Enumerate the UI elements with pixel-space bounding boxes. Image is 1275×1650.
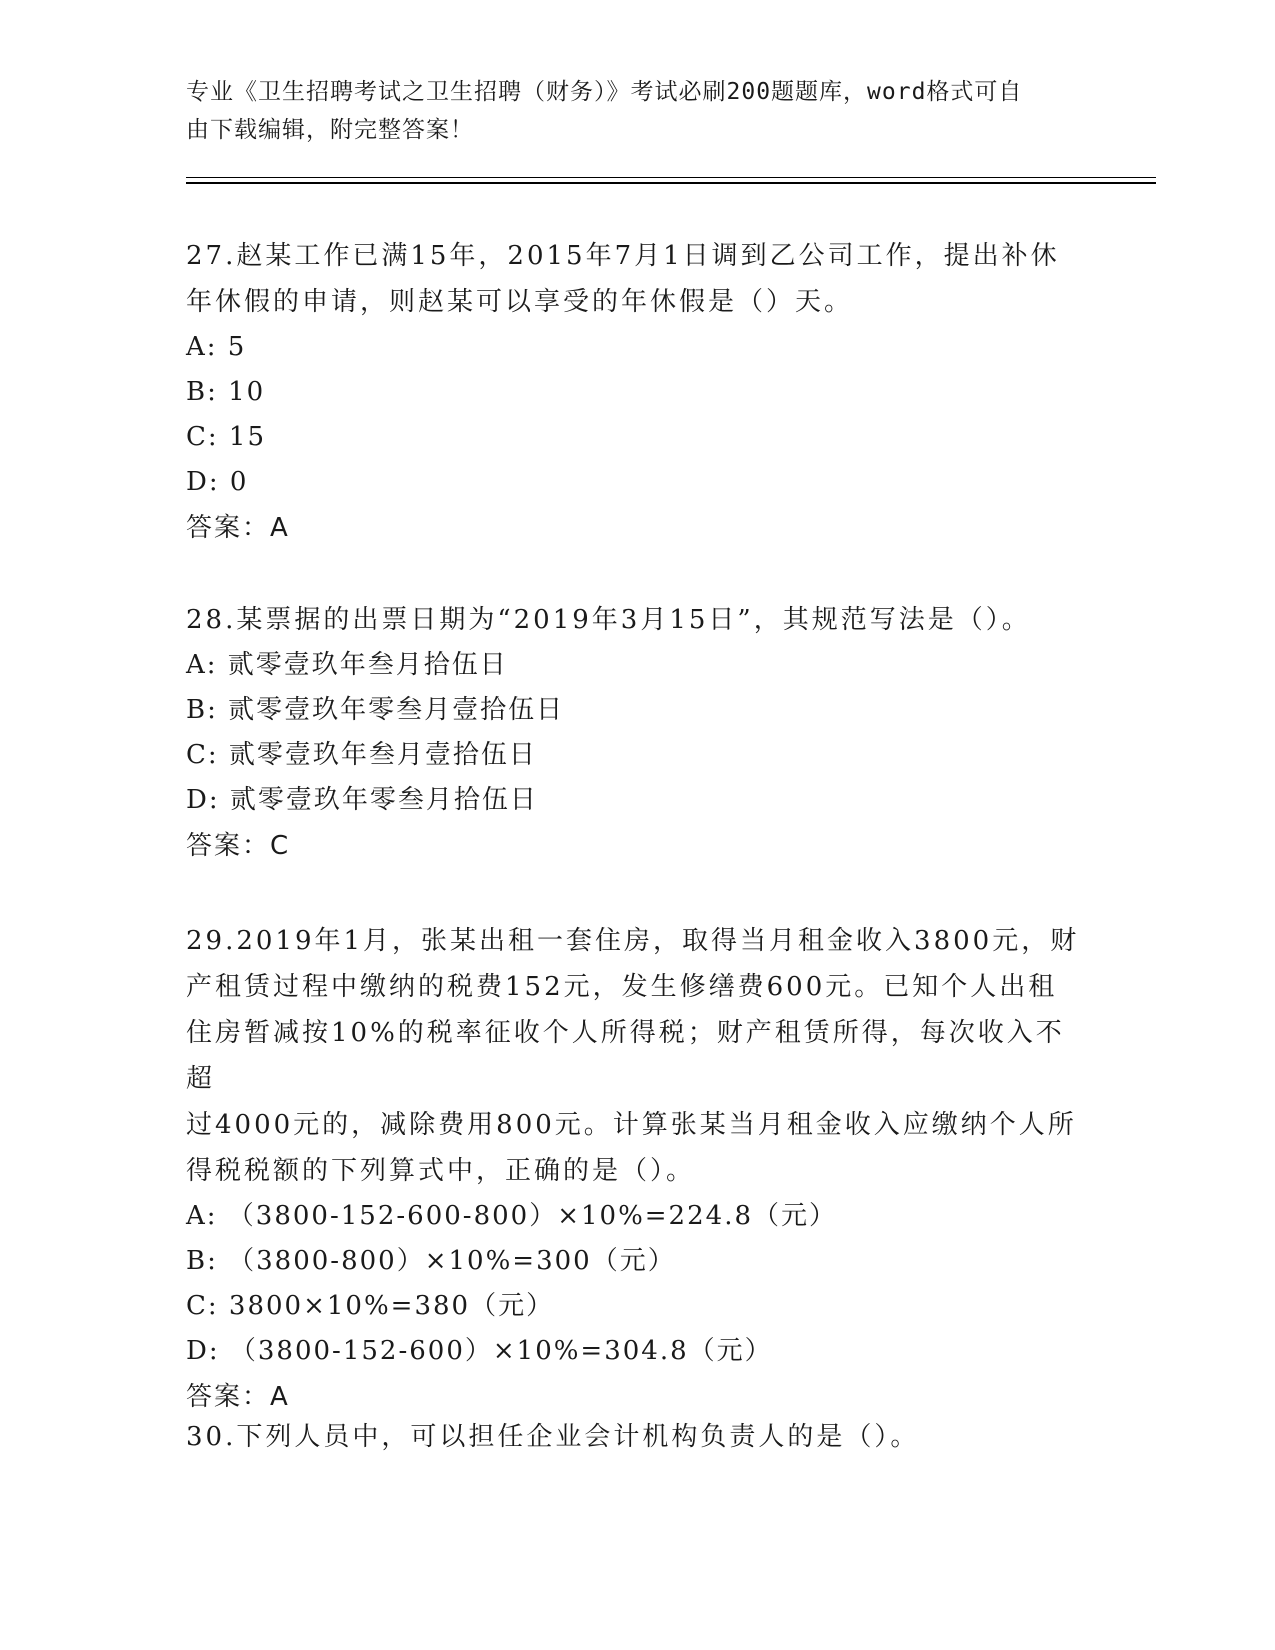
question-stem-line: 住房暂减按10%的税率征收个人所得税；财产租赁所得，每次收入不超 <box>186 1018 1065 1094</box>
option-c: C: 3800×10%=380（元） <box>186 1291 555 1321</box>
option-a: A: 贰零壹玖年叁月拾伍日 <box>186 650 508 680</box>
option-d: D: 0 <box>186 467 249 497</box>
option-a: A: 5 <box>186 332 247 362</box>
question-stem-line: 29.2019年1月，张某出租一套住房，取得当月租金收入3800元，财 <box>186 926 1080 956</box>
option-a: A: （3800-152-600-800）×10%=224.8（元） <box>186 1201 837 1231</box>
question-30 <box>186 1414 1086 1460</box>
question-stem-line: 30.下列人员中，可以担任企业会计机构负责人的是（）。 <box>186 1422 920 1452</box>
question-stem-line: 27.赵某工作已满15年，2015年7月1日调到乙公司工作，提出补休 <box>186 241 1060 271</box>
answer-line: 答案：A <box>186 1382 290 1412</box>
question-stem-line: 产租赁过程中缴纳的税费152元，发生修缮费600元。已知个人出租 <box>186 972 1058 1002</box>
document-header <box>186 73 1076 149</box>
header-divider-thick <box>186 182 1156 184</box>
question-stem-line: 得税税额的下列算式中，正确的是（）。 <box>186 1156 696 1186</box>
question-stem-line: 过4000元的，减除费用800元。计算张某当月租金收入应缴纳个人所 <box>186 1110 1077 1140</box>
option-d: D: （3800-152-600）×10%=304.8（元） <box>186 1336 773 1366</box>
answer-line: 答案：A <box>186 513 290 543</box>
option-c: C: 贰零壹玖年叁月壹拾伍日 <box>186 740 537 770</box>
answer-line: 答案：C <box>186 831 291 861</box>
question-stem-line: 28.某票据的出票日期为“2019年3月15日”，其规范写法是（）。 <box>186 605 1031 635</box>
header-line-1: 专业《卫生招聘考试之卫生招聘（财务）》考试必刷200题题库，word格式可自 <box>186 79 1023 105</box>
option-b: B: 10 <box>186 377 266 407</box>
option-b: B: 贰零壹玖年零叁月壹拾伍日 <box>186 695 565 725</box>
question-27 <box>186 233 1086 551</box>
option-c: C: 15 <box>186 422 267 452</box>
header-divider-thin <box>186 177 1156 178</box>
option-d: D: 贰零壹玖年零叁月拾伍日 <box>186 785 538 815</box>
question-stem-line: 年休假的申请，则赵某可以享受的年休假是（）天。 <box>186 287 854 317</box>
question-29 <box>186 918 1086 1420</box>
header-line-2: 由下载编辑，附完整答案！ <box>186 117 474 143</box>
question-28 <box>186 597 1086 869</box>
option-b: B: （3800-800）×10%=300（元） <box>186 1246 676 1276</box>
